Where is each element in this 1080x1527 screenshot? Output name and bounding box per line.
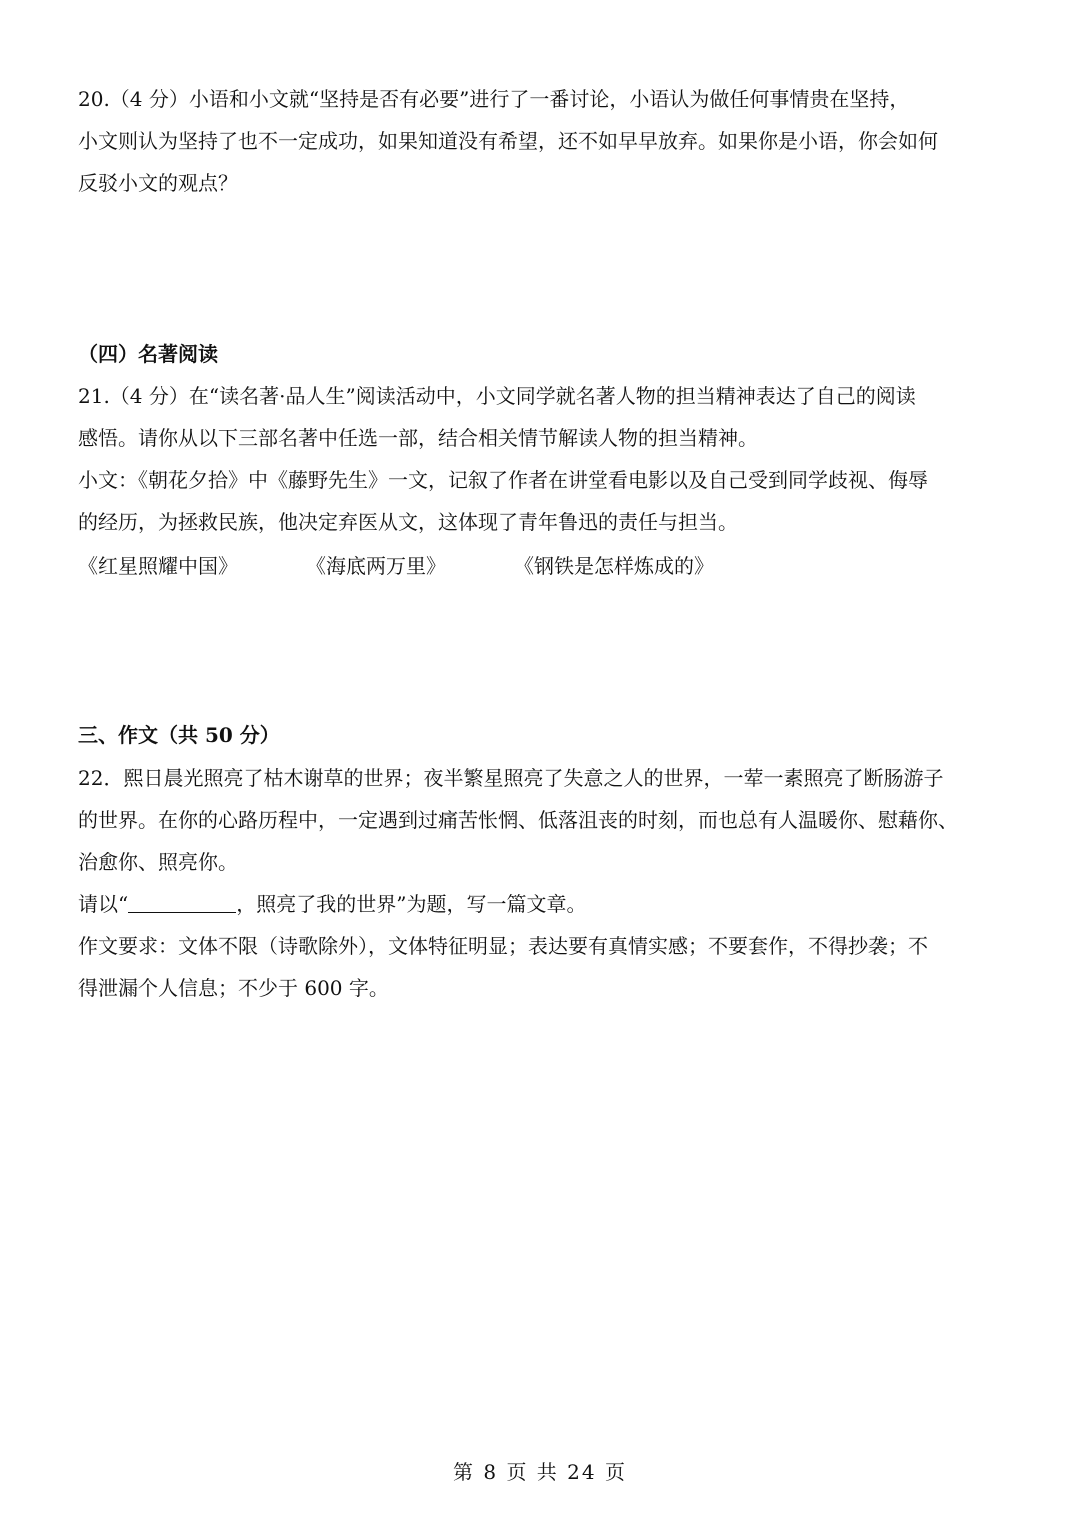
essay-requirement-line-1: 作文要求：文体不限（诗歌除外），文体特征明显；表达要有真情实感；不要套作，不得抄袭；不 <box>78 934 928 958</box>
section-3-heading: 三、作文（共 50 分） <box>78 723 280 747</box>
question-20-line-3: 反驳小文的观点？ <box>78 171 238 195</box>
essay-requirement-line-2: 得泄漏个人信息；不少于 600 字。 <box>78 976 389 1000</box>
section-4-heading: （四）名著阅读 <box>78 342 218 366</box>
essay-title-prompt <box>78 883 1002 925</box>
book-option-2: 《海底两万里》 <box>306 554 446 578</box>
page-footer: 第 8 页 共 24 页 <box>453 1460 627 1484</box>
question-20-line-1: 20.（4 分）小语和小文就“坚持是否有必要”进行了一番讨论，小语认为做任何事情贵在坚持， <box>78 87 910 111</box>
question-22-line-1: 22．熙日晨光照亮了枯木谢草的世界；夜半繁星照亮了失意之人的世界，一荤一素照亮了断肠游子 <box>78 766 944 790</box>
question-20 <box>78 78 1002 204</box>
book-option-1: 《红星照耀中国》 <box>78 554 238 578</box>
question-21-line-3: 小文：《朝花夕拾》中《藤野先生》一文，记叙了作者在讲堂看电影以及自己受到同学歧视、侮辱 <box>78 468 928 492</box>
essay-prompt-before: 请以“ <box>78 892 129 916</box>
question-21-line-4: 的经历，为拯救民族，他决定弃医从文，这体现了青年鲁迅的责任与担当。 <box>78 510 738 534</box>
question-21 <box>78 375 1002 543</box>
question-21-line-1: 21.（4 分）在“读名著·品人生”阅读活动中，小文同学就名著人物的担当精神表达了自己的阅读 <box>78 384 916 408</box>
question-22-line-3: 治愈你、照亮你。 <box>78 850 238 874</box>
essay-prompt-after: ，照亮了我的世界”为题，写一篇文章。 <box>236 892 587 916</box>
book-option-3: 《钢铁是怎样炼成的》 <box>514 554 714 578</box>
question-22 <box>78 757 1002 1009</box>
question-20-line-2: 小文则认为坚持了也不一定成功，如果知道没有希望，还不如早早放弃。如果你是小语，你会如何 <box>78 129 938 153</box>
question-21-line-2: 感悟。请你从以下三部名著中任选一部，结合相关情节解读人物的担当精神。 <box>78 426 758 450</box>
title-blank <box>128 890 236 913</box>
question-22-line-2: 的世界。在你的心路历程中，一定遇到过痛苦怅惘、低落沮丧的时刻，而也总有人温暖你、慰藉你、 <box>78 808 958 832</box>
